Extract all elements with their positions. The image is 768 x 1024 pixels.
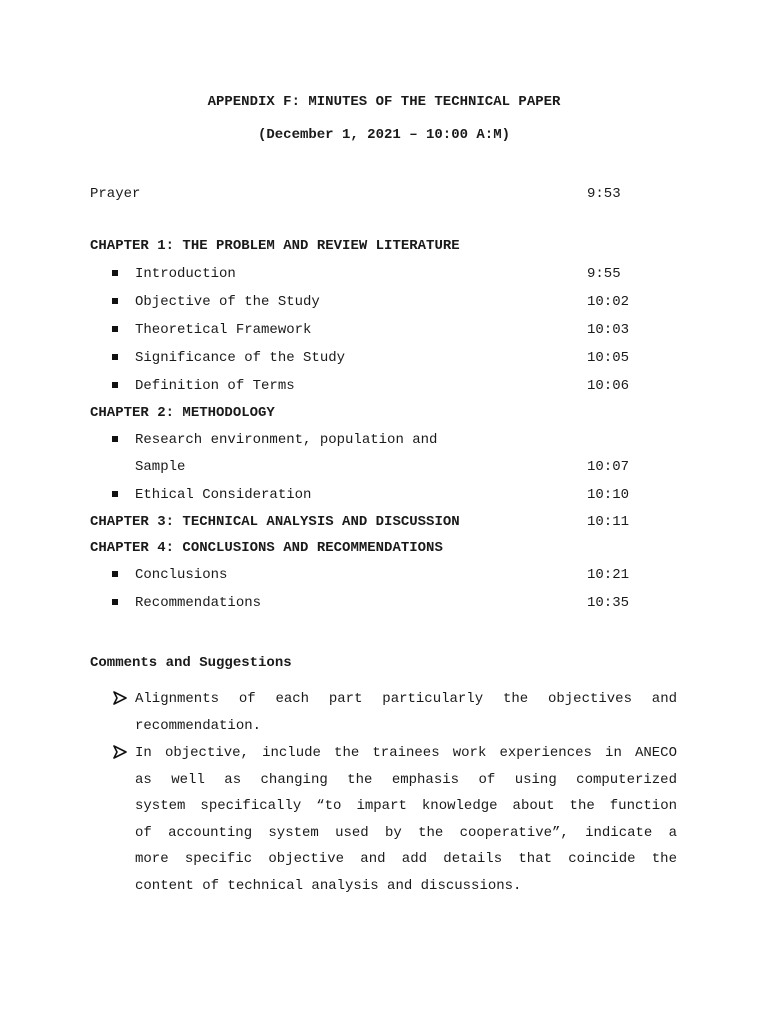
list-item-time: 10:07 <box>587 459 630 475</box>
comment-line: of accounting system used by the cooperative”, indicate a <box>135 825 677 841</box>
bullet-icon <box>112 599 118 605</box>
comment-line: more specific objective and add details that coincide the <box>135 851 677 867</box>
list-item: Objective of the Study <box>135 294 320 310</box>
list-item-line1: Research environment, population and <box>135 432 438 448</box>
bullet-icon <box>112 382 118 388</box>
list-item-time: 10:10 <box>587 487 630 503</box>
list-item-time: 10:02 <box>587 294 630 310</box>
bullet-icon <box>112 491 118 497</box>
list-item: Definition of Terms <box>135 378 295 394</box>
bullet-icon <box>112 298 118 304</box>
bullet-icon <box>112 326 118 332</box>
list-item-time: 9:55 <box>587 266 621 282</box>
comments-heading: Comments and Suggestions <box>90 655 292 671</box>
list-item: Recommendations <box>135 595 262 611</box>
bullet-icon <box>112 571 118 577</box>
list-item-line2: Sample <box>135 459 186 475</box>
bullet-icon <box>112 354 118 360</box>
comment-line: content of technical analysis and discussions. <box>135 878 522 894</box>
comment-line: Alignments of each part particularly the objectives and <box>135 691 677 707</box>
prayer-time: 9:53 <box>587 186 621 202</box>
arrow-bullet-icon <box>113 745 127 759</box>
list-item: Introduction <box>135 266 236 282</box>
document-subtitle: (December 1, 2021 – 10:00 A:M) <box>257 127 511 143</box>
arrow-bullet-icon <box>113 691 127 705</box>
list-item-time: 10:06 <box>587 378 630 394</box>
prayer-label: Prayer <box>90 186 141 202</box>
comment-line: In objective, include the trainees work experiences in ANECO <box>135 745 677 761</box>
bullet-icon <box>112 270 118 276</box>
chapter1-heading: CHAPTER 1: THE PROBLEM AND REVIEW LITERATURE <box>90 238 460 254</box>
chapter4-heading: CHAPTER 4: CONCLUSIONS AND RECOMMENDATIONS <box>90 540 443 556</box>
list-item: Conclusions <box>135 567 228 583</box>
list-item: Ethical Consideration <box>135 487 312 503</box>
chapter3-time: 10:11 <box>587 514 630 530</box>
list-item: Significance of the Study <box>135 350 346 366</box>
bullet-icon <box>112 436 118 442</box>
document-title: APPENDIX F: MINUTES OF THE TECHNICAL PAPER <box>207 94 561 110</box>
list-item-time: 10:03 <box>587 322 630 338</box>
list-item-time: 10:35 <box>587 595 630 611</box>
list-item: Theoretical Framework <box>135 322 312 338</box>
chapter2-heading: CHAPTER 2: METHODOLOGY <box>90 405 275 421</box>
comment-line: as well as changing the emphasis of using computerized <box>135 772 677 788</box>
comment-line: system specifically “to impart knowledge about the function <box>135 798 677 814</box>
chapter3-heading: CHAPTER 3: TECHNICAL ANALYSIS AND DISCUSSION <box>90 514 460 530</box>
comment-line: recommendation. <box>135 718 262 734</box>
list-item-time: 10:05 <box>587 350 630 366</box>
list-item-time: 10:21 <box>587 567 630 583</box>
